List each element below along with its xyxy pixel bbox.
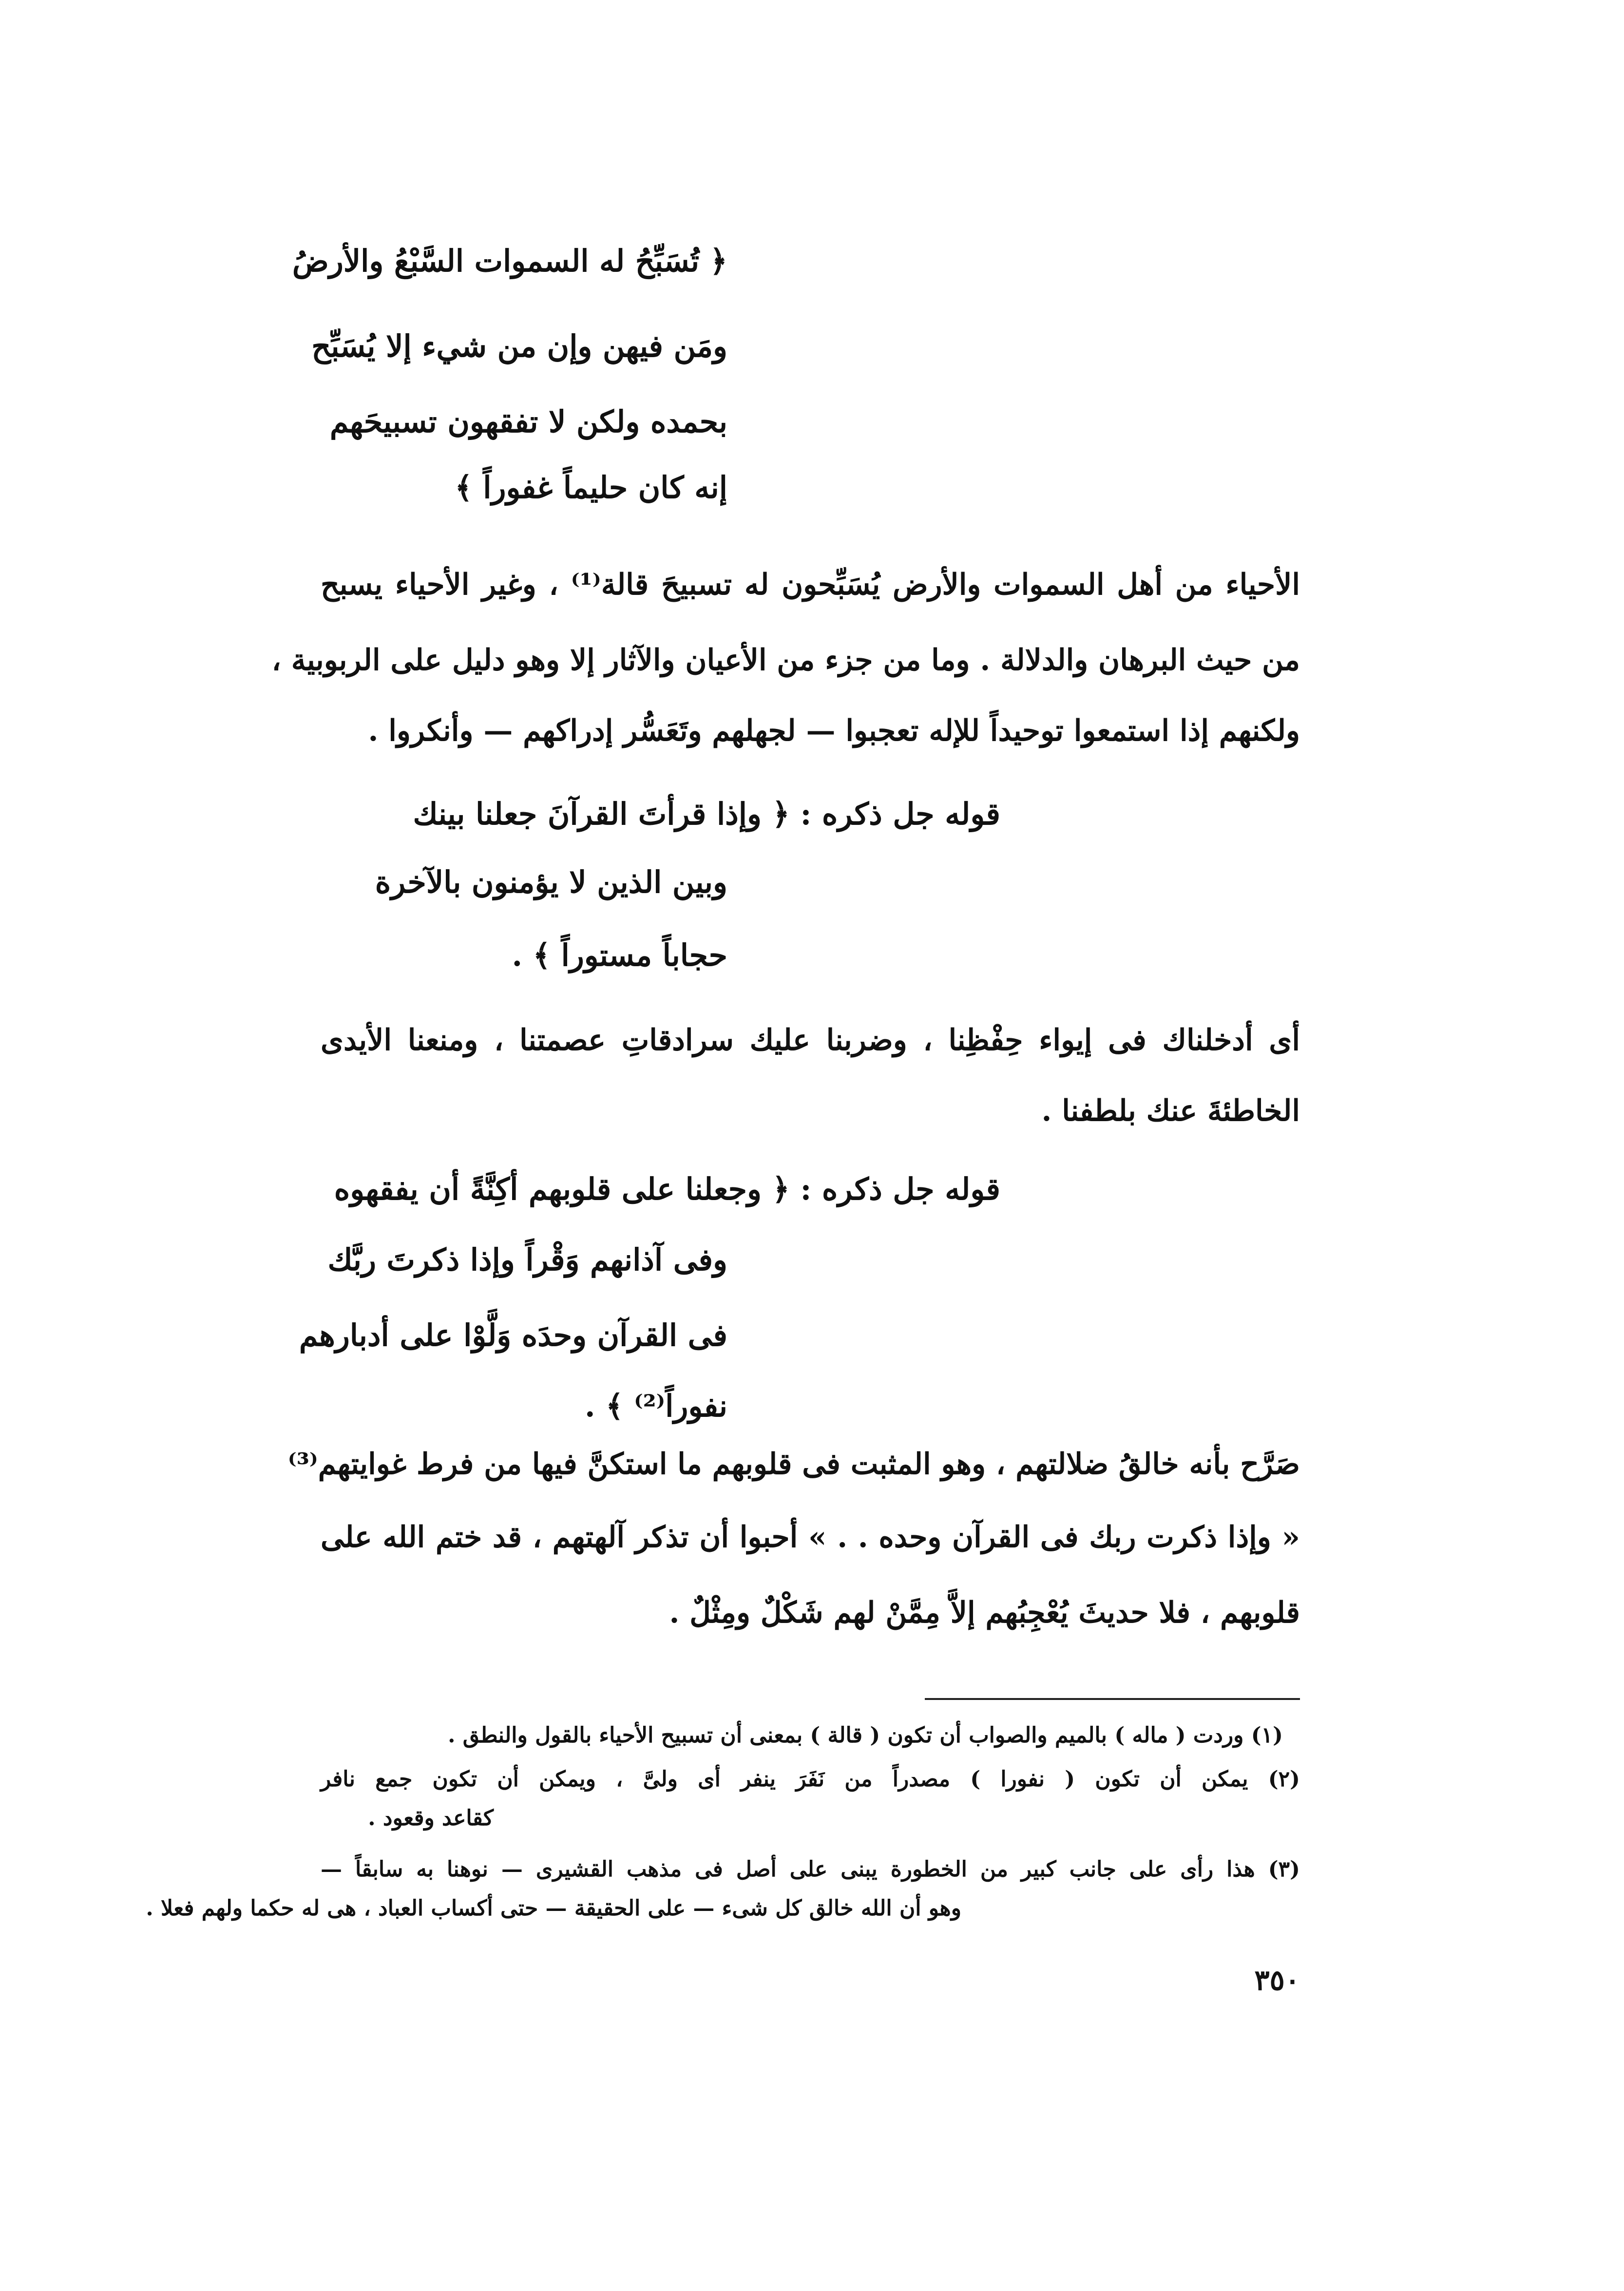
paragraph-line: الخاطئةَ عنك بلطفنا . [1041,1094,1300,1128]
footnote-2-cont: كقاعد وقعود . [368,1806,494,1831]
verse-line: وفى آذانهم وَقْراً وإذا ذكرتَ ربَّك [327,1242,727,1278]
verse-line: قوله جل ذكره : ﴿ وإذا قرأتَ القرآنَ جعلنا بينك [413,796,1000,832]
footnote-1: (١) وردت ( ماله ) بالميم والصواب أن تكون ( قالة ) بمعنى أن تسبيح الأحياء بالقول والنطق . [448,1723,1283,1748]
paragraph-line: من حيث البرهان والدلالة . وما من جزء من الأعيان والآثار إلا وهو دليل على الربوبية ، [271,643,1300,677]
verse-line: إنه كان حليماً غفوراً ﴾ [455,470,727,505]
verse-line: بحمده ولكن لا تفقهون تسبيحَهم [329,404,727,439]
footnote-3-cont: وهو أن الله خالق كل شىء — على الحقيقة — حتى أكساب العباد ، هى له حكما ولهم فعلا . [146,1896,961,1921]
footnote-divider [925,1698,1300,1700]
footnote-2: (٢) يمكن أن تكون ( نفورا ) مصدراً من نَفَرَ ينفر أى ولىَّ ، ويمكن أن تكون جمع نافر [321,1767,1300,1792]
verse-line: وبين الذين لا يؤمنون بالآخرة [375,864,727,900]
verse-line: ومَن فيهن وإن من شيء إلا يُسَبِّح [311,328,727,364]
paragraph-line: صَرَّح بأنه خالقُ ضلالتهم ، وهو المثبت فى قلوبهم ما استكنَّ فيها من فرط غوايتهم⁽³⁾ [287,1447,1300,1481]
verse-line: فى القرآن وحدَه وَلَّوْا على أدبارهم [299,1317,727,1353]
paragraph-line: ولكنهم إذا استمعوا توحيداً للإله تعجبوا — لجهلهم وتَعَسُّر إدراكهم — وأنكروا . [368,714,1300,748]
footnote-3: (٣) هذا رأى على جانب كبير من الخطورة يبنى على أصل فى مذهب القشيرى — نوهنا به سابقاً — [321,1857,1300,1882]
verse-line: ﴿ تُسَبِّحُ له السموات السَّبْعُ والأرضُ [292,243,727,279]
paragraph-line: « وإذا ذكرت ربك فى القرآن وحده . . » أحبوا أن تذكر آلهتهم ، قد ختم الله على [321,1520,1300,1554]
paragraph-line: أى أدخلناك فى إيواء حِفْظِنا ، وضربنا عليك سرادقاتِ عصمتنا ، ومنعنا الأيدى [321,1023,1300,1057]
verse-line: نفوراً⁽²⁾ ﴾ . [585,1388,727,1424]
verse-line: قوله جل ذكره : ﴿ وجعلنا على قلوبهم أكِنَّةً أن يفقهوه [334,1171,1000,1207]
paragraph-line: قلوبهم ، فلا حديثَ يُعْجِبُهم إلاَّ مِمَّنْ لهم شَكْلٌ ومِثْلٌ . [669,1596,1300,1630]
verse-line: حجاباً مستوراً ﴾ . [512,937,727,973]
page-number: ٣٥٠ [1254,1964,1300,1997]
paragraph-line: الأحياء من أهل السموات والأرض يُسَبِّحون له تسبيحَ قالة⁽¹⁾ ، وغير الأحياء يسبح [321,568,1300,602]
